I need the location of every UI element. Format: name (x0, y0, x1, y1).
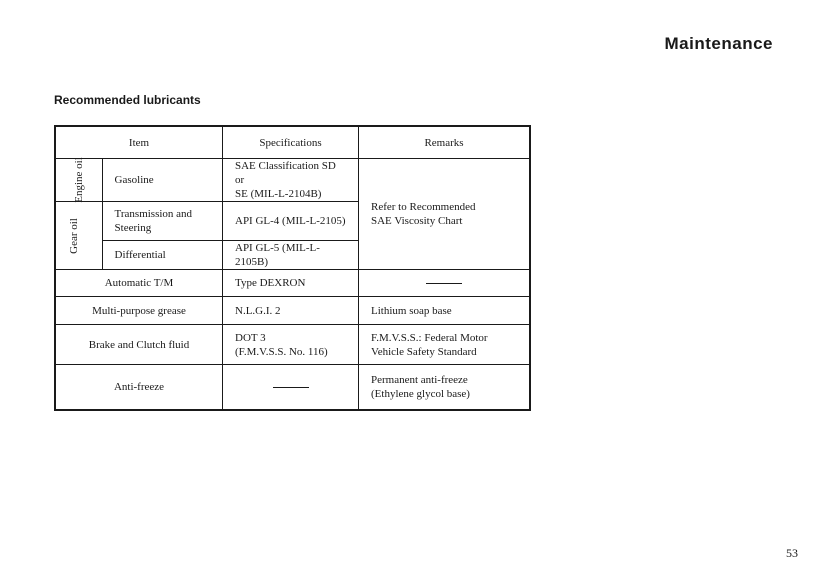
lubricants-table (54, 125, 531, 411)
row-item (102, 202, 222, 241)
row-spec: API GL-5 (MIL-L-2105B) (223, 241, 359, 270)
column-header-specifications: Specifications (223, 126, 359, 159)
table-row (55, 365, 530, 411)
row-spec-empty (223, 365, 359, 411)
engine-oil-group-label (55, 159, 102, 202)
remark-line: Refer to Recommended (371, 201, 476, 213)
row-remark (359, 325, 531, 365)
remark-line: (Ethylene glycol base) (371, 388, 470, 400)
shared-remark (359, 159, 531, 270)
row-spec (223, 159, 359, 202)
row-item: Brake and Clutch fluid (55, 325, 223, 365)
row-remark-empty (359, 270, 531, 297)
gear-oil-group-text: Gear oil (67, 217, 80, 254)
row-item: Gasoline (102, 159, 222, 202)
remark-line: SAE Viscosity Chart (371, 215, 463, 227)
row-item: Multi-purpose grease (55, 297, 223, 325)
row-spec: N.L.G.I. 2 (223, 297, 359, 325)
remark-line: F.M.V.S.S.: Federal Motor (371, 331, 488, 344)
remark-line: Permanent anti-freeze (371, 374, 468, 386)
item-line: Transmission and (114, 208, 193, 220)
dash-mark (426, 283, 462, 284)
table-header-row (55, 126, 530, 159)
dash-mark (273, 387, 309, 388)
row-item: Anti-freeze (55, 365, 223, 411)
engine-oil-group-text: Engine oil (72, 157, 85, 203)
row-spec: Type DEXRON (223, 270, 359, 297)
spec-line: DOT 3 (235, 331, 266, 344)
remark-line: Vehicle Safety Standard (371, 345, 477, 358)
table-row (55, 159, 530, 202)
column-header-remarks: Remarks (359, 126, 531, 159)
chapter-title: Maintenance (664, 34, 773, 53)
row-remark (359, 365, 531, 411)
row-item: Differential (102, 241, 222, 270)
row-remark: Lithium soap base (359, 297, 531, 325)
page-number: 53 (786, 546, 798, 560)
spec-line: (F.M.V.S.S. No. 116) (235, 345, 328, 358)
gear-oil-group-label (55, 202, 102, 270)
item-line: Steering (114, 222, 152, 234)
row-spec (223, 325, 359, 365)
table-row (55, 270, 530, 297)
column-header-item: Item (55, 126, 223, 159)
table-row (55, 325, 530, 365)
spec-line: SE (MIL-L-2104B) (235, 188, 322, 200)
table-row (55, 297, 530, 325)
row-spec: API GL-4 (MIL-L-2105) (223, 202, 359, 241)
row-item: Automatic T/M (55, 270, 223, 297)
section-title: Recommended lubricants (54, 93, 201, 107)
spec-line: SAE Classification SD or (235, 160, 336, 186)
